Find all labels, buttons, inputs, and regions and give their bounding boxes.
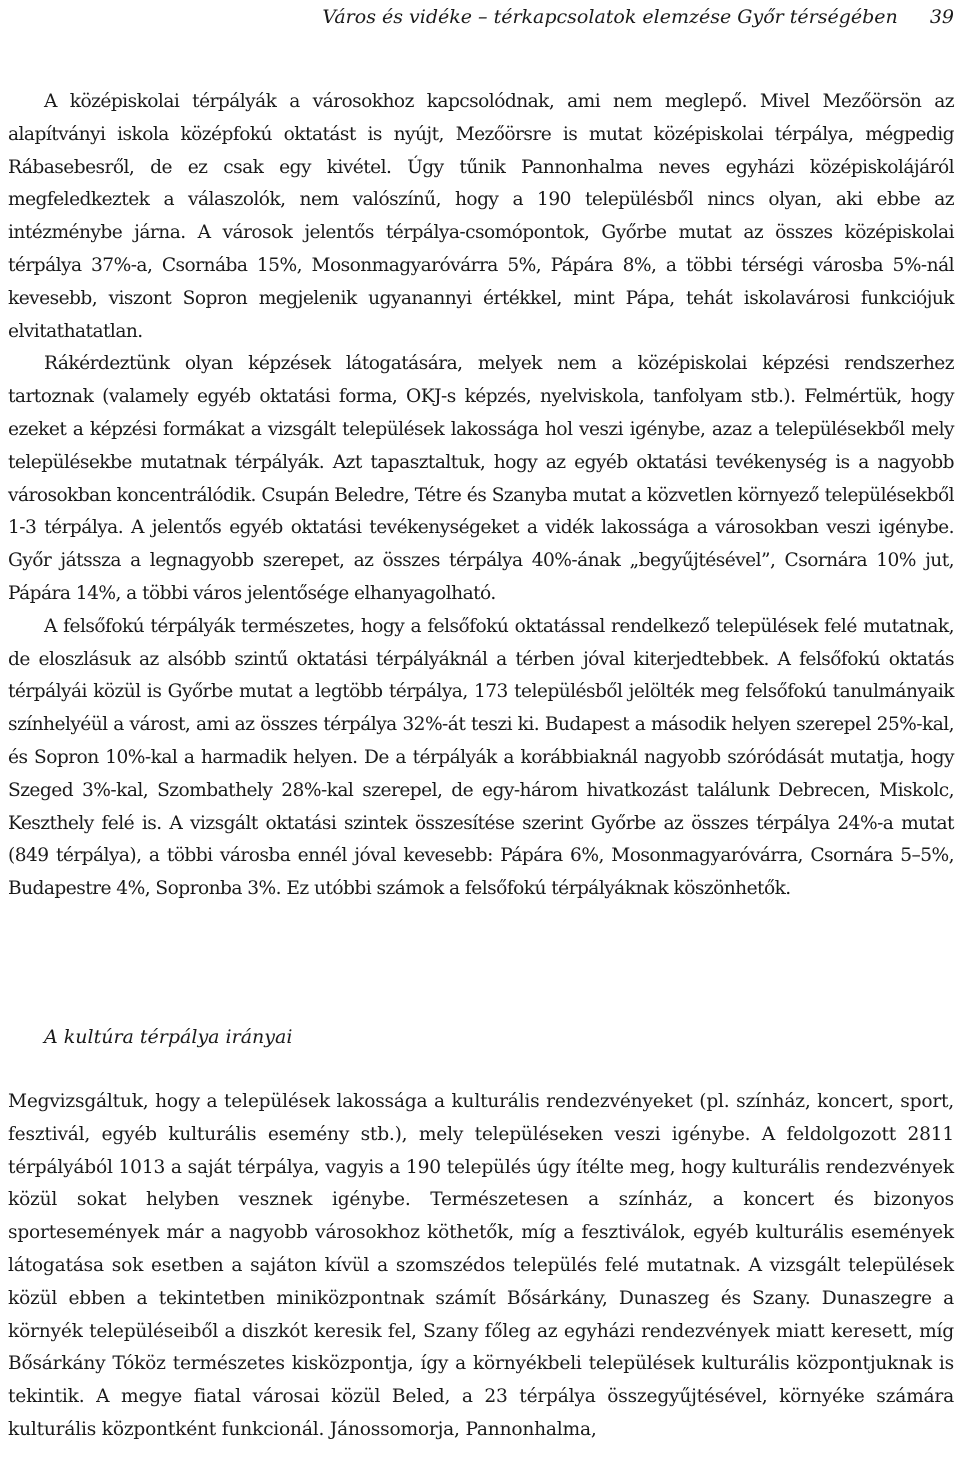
section-heading: A kultúra térpálya irányai [44,1026,293,1048]
page-number: 39 [929,6,954,28]
paragraph-higher-education: A felsőfokú térpályák természetes, hogy a felsőfokú oktatással rendelkező települések felé mutatnak, de eloszlásuk az alsóbb szintű oktatási térpályáknál a térben jóval kiterjedtebbek. A felsőfokú oktatás térpályái közül is Győrbe mutat a legtöbb térpálya, 173 településből jelölték meg felsőfokú tanulmányaik színhelyéül a várost, ami az összes térpálya 32%-át teszi ki. Budapest a második helyen szerepel 25%-kal, és Sopron 10%-kal a harmadik helyen. De a térpályák a korábbiaknál nagyobb szóródását mutatja, hogy Szeged 3%-kal, Szombathely 28%-kal szerepel, de egy-három hivatkozást találunk Debrecen, Miskolc, Keszthely felé is. A vizsgált oktatási szintek összesítése szerint Győrbe az összes térpálya 24%-a mutat (849 térpálya), a többi városba ennél jóval kevesebb: Pápára 6%, Mosonmagyaróvárra, Csornára 5–5%, Budapestre 4%, Sopronba 3%. Ez utóbbi számok a felsőfokú térpályáknak köszönhetők. [8,615,954,900]
culture-text [8,1086,954,1447]
paragraph-other-education: Rákérdeztünk olyan képzések látogatására, melyek nem a középiskolai képzési rendszerhez tartoznak (valamely egyéb oktatási forma, OKJ-s képzés, nyelviskola, tanfolyam stb.). Felmértük, hogy ezeket a képzési formákat a vizsgált települések lakossága hol veszi igénybe, azaz a településekből mely településekbe mutatnak térpályák. Azt tapasztaltuk, hogy az egyéb oktatási tevékenység is a nagyobb városokban koncentrálódik. Csupán Beledre, Tétre és Szanyba mutat a közvetlen környező településekből 1-3 térpálya. A jelentős egyéb oktatási tevékenységeket a vidék lakossága a városokban veszi igénybe. Győr játssza a legnagyobb szerepet, az összes térpálya 40%-ának „begyűjtésével”, Csornára 10% jut, Pápára 14%, a többi város jelentősége elhanyagolható. [8,353,954,604]
running-header [300,4,954,30]
running-title: Város és vidéke – térkapcsolatok elemzése Győr térségében [322,6,898,28]
paragraph-culture: Megvizsgáltuk, hogy a települések lakossága a kulturális rendezvényeket (pl. színház, koncert, sport, fesztivál, egyéb kulturális esemény stb.), mely településeken veszi igénybe. A feldolgozott 2811 térpályából 1013 a saját térpálya, vagyis a 190 település úgy ítélte meg, hogy kulturális rendezvények közül sokat helyben vesznek igénybe. Természetesen a színház, a koncert és bizonyos sportesemények már a nagyobb városokhoz köthetők, míg a fesztiválok, egyéb kulturális események látogatása sok esetben a sajáton kívül a szomszédos település felé mutatnak. A vizsgált települések közül ebben a tekintetben miniközpontnak számít Bősárkány, Dunaszeg és Szany. Dunaszegre a környék településeiből a diszkót keresik fel, Szany főleg az egyházi rendezvények miatt keresett, míg Bősárkány Tóköz természetes kisközpontja, így a környékbeli települések kulturális központjuknak is tekintik. A megye fiatal városai közül Beled, a 23 térpálya összegyűjtésével, környéke számára kulturális központként funkcionál. Jánossomorja, Pannonhalma, [8,1091,954,1440]
paragraph-secondary-school: A középiskolai térpályák a városokhoz kapcsolódnak, ami nem meglepő. Mivel Mezőörsön az alapítványi iskola középfokú oktatást is nyújt, Mezőörsre is mutat középiskolai térpálya, mégpedig Rábasebesről, de ez csak egy kivétel. Úgy tűnik Pannonhalma neves egyházi középiskolájáról megfeledkeztek a válaszolók, nem valószínű, hogy a 190 településből nincs olyan, aki ebbe az intézménybe járna. A városok jelentős térpálya-csomópontok, Győrbe mutat az összes középiskolai térpálya 37%-a, Csornába 15%, Mosonmagyaróvárra 5%, Pápára 8%, a többi térségi városba 5%-nál kevesebb, viszont Sopron megjelenik ugyanannyi értékkel, mint Pápa, tehát iskolavárosi funkciójuk elvitathatatlan. [8,91,954,342]
main-text [8,86,954,906]
